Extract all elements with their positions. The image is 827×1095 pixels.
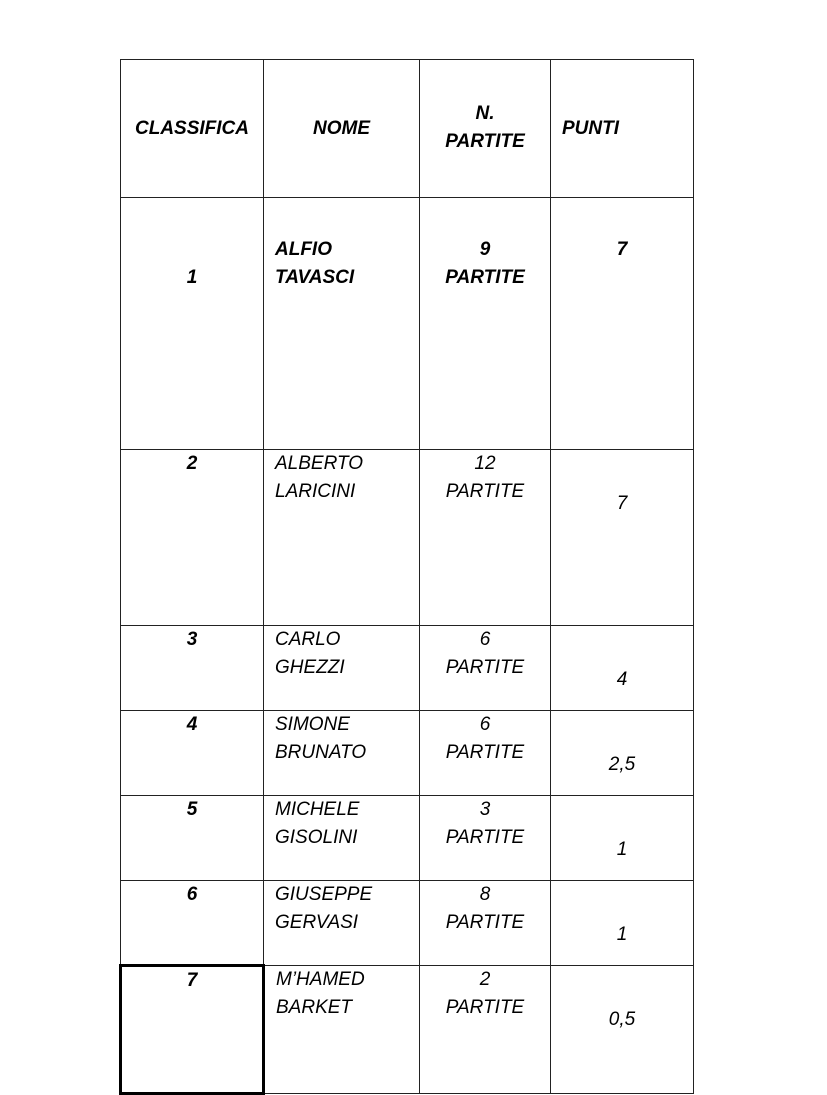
rank-cell: 4 — [121, 711, 264, 796]
last-name: TAVASCI — [275, 267, 355, 288]
table-row — [121, 796, 694, 881]
points-cell: 2,5 — [551, 711, 694, 796]
games-count: 8 — [479, 884, 491, 905]
name-cell — [264, 198, 420, 450]
first-name: ALBERTO — [275, 453, 364, 474]
games-count: 2 — [479, 969, 491, 990]
rank-cell: 6 — [121, 881, 264, 966]
last-name: GISOLINI — [275, 827, 358, 848]
games-cell — [420, 198, 551, 450]
header-n-partite-line2: PARTITE — [445, 131, 525, 152]
rank-cell: 3 — [121, 626, 264, 711]
games-cell — [420, 881, 551, 966]
games-word: PARTITE — [445, 742, 525, 763]
first-name: M’HAMED — [276, 969, 365, 990]
last-name: GHEZZI — [275, 657, 345, 678]
games-word: PARTITE — [445, 912, 525, 933]
games-word: PARTITE — [445, 827, 525, 848]
games-word: PARTITE — [445, 481, 525, 502]
points-cell: 7 — [551, 450, 694, 626]
points-cell: 7 — [551, 198, 694, 450]
name-cell — [264, 711, 420, 796]
header-n-partite — [420, 60, 551, 198]
header-row — [121, 60, 694, 198]
points-cell: 1 — [551, 881, 694, 966]
games-word: PARTITE — [445, 997, 525, 1018]
header-n-partite-line1: N. — [475, 103, 495, 124]
header-punti: PUNTI — [551, 60, 694, 198]
last-name: BARKET — [276, 997, 353, 1018]
rank-cell: 2 — [121, 450, 264, 626]
points-cell: 0,5 — [551, 966, 694, 1094]
name-cell — [264, 881, 420, 966]
table-row — [121, 711, 694, 796]
games-count: 6 — [479, 714, 491, 735]
games-cell — [420, 626, 551, 711]
name-cell — [264, 966, 420, 1094]
last-name: BRUNATO — [275, 742, 367, 763]
standings-table — [119, 59, 694, 1095]
table-row — [121, 626, 694, 711]
rank-cell: 5 — [121, 796, 264, 881]
games-count: 9 — [479, 239, 491, 260]
rank-cell: 1 — [121, 198, 264, 450]
table-row — [121, 450, 694, 626]
games-cell — [420, 450, 551, 626]
last-name: GERVASI — [275, 912, 359, 933]
first-name: SIMONE — [275, 714, 350, 735]
header-nome: NOME — [264, 60, 420, 198]
name-cell — [264, 450, 420, 626]
table-row — [121, 198, 694, 450]
games-cell — [420, 796, 551, 881]
points-cell: 4 — [551, 626, 694, 711]
name-cell — [264, 626, 420, 711]
first-name: MICHELE — [275, 799, 360, 820]
last-name: LARICINI — [275, 481, 356, 502]
games-word: PARTITE — [445, 657, 525, 678]
first-name: CARLO — [275, 629, 341, 650]
table-row — [121, 881, 694, 966]
games-cell — [420, 966, 551, 1094]
games-count: 12 — [474, 453, 496, 474]
first-name: ALFIO — [275, 239, 332, 260]
name-cell — [264, 796, 420, 881]
games-count: 3 — [479, 799, 491, 820]
games-word: PARTITE — [445, 267, 525, 288]
table-row — [121, 966, 694, 1094]
header-classifica: CLASSIFICA — [121, 60, 264, 198]
games-cell — [420, 711, 551, 796]
first-name: GIUSEPPE — [275, 884, 373, 905]
points-cell: 1 — [551, 796, 694, 881]
games-count: 6 — [479, 629, 491, 650]
rank-cell: 7 — [121, 966, 264, 1094]
